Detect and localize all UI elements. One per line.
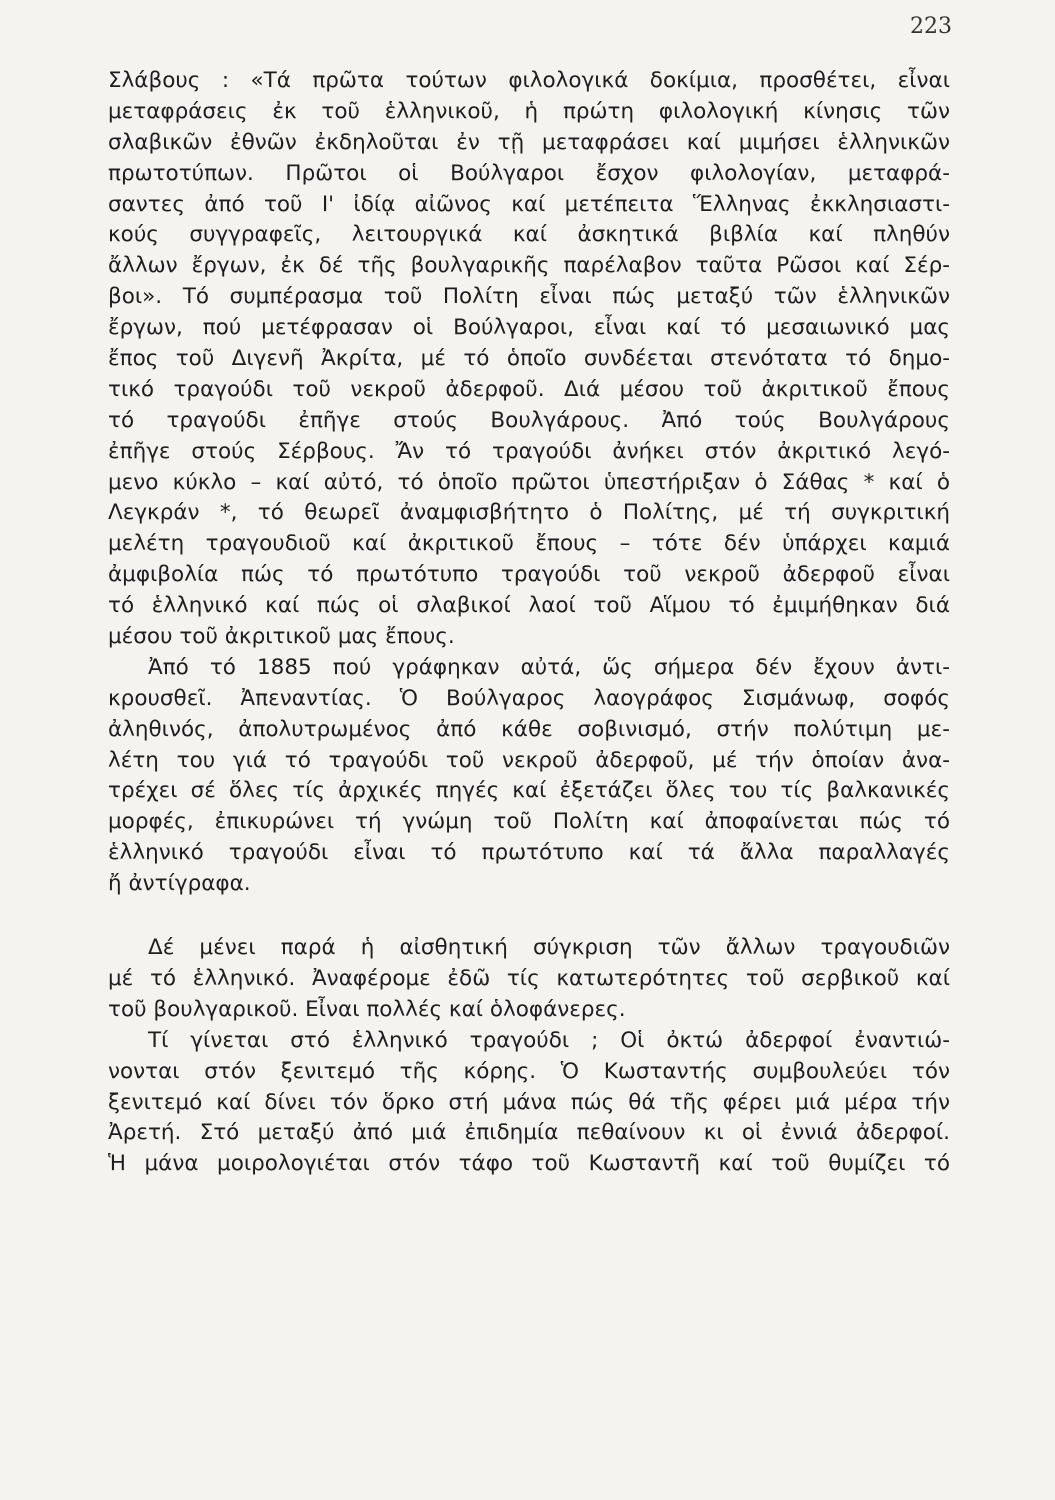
text-line: ἔπος τοῦ Διγενῆ Ἀκρίτα, μέ τό ὁποῖο συνδέεται στενότατα τό δημο- (108, 346, 950, 372)
text-line: ἔργων, πού μετέφρασαν οἱ Βούλγαροι, εἶναι καί τό μεσαιωνικό μας (108, 315, 950, 341)
text-line: Τί γίνεται στό ἑλληνικό τραγούδι ; Οἱ ὀκτώ ἀδερφοί ἐναντιώ- (148, 1027, 950, 1053)
text-line: ἀληθινός, ἀπολυτρωμένος ἀπό κάθε σοβινισμό, στήν πολύτιμη με- (108, 716, 950, 742)
text-line: κούς συγγραφεῖς, λειτουργικά καί ἀσκητικά βιβλία καί πληθύν (108, 222, 950, 248)
text-line: μεταφράσεις ἐκ τοῦ ἑλληνικοῦ, ἡ πρώτη φιλολογική κίνησις τῶν (108, 98, 950, 124)
text-line: κρουσθεῖ. Ἀπεναντίας. Ὁ Βούλγαρος λαογράφος Σισμάνωφ, σοφός (108, 685, 950, 711)
paragraph (108, 66, 950, 653)
text-line: ἤ ἀντίγραφα. (108, 871, 251, 897)
text-line: σλαβικῶν ἐθνῶν ἐκδηλοῦται ἐν τῇ μεταφράσει καί μιμήσει ἑλληνικῶν (108, 129, 950, 155)
section-gap (108, 900, 950, 933)
text-line: μελέτη τραγουδιοῦ καί ἀκριτικοῦ ἔπους – τότε δέν ὑπάρχει καμιά (108, 531, 950, 557)
text-line: Ἀρετή. Στό μεταξύ ἀπό μιά ἐπιδημία πεθαίνουν κι οἱ ἐννιά ἀδερφοί. (108, 1120, 950, 1146)
text-line: μορφές, ἐπικυρώνει τή γνώμη τοῦ Πολίτη καί ἀποφαίνεται πώς τό (108, 809, 950, 835)
text-line: ξενιτεμό καί δίνει τόν ὅρκο στή μάνα πώς θά τῆς φέρει μιά μέρα τήν (108, 1089, 950, 1115)
body-text (108, 66, 950, 1180)
text-line: Ἡ μάνα μοιρολογιέται στόν τάφο τοῦ Κωσταντῆ καί τοῦ θυμίζει τό (108, 1151, 950, 1177)
page-number: 223 (910, 14, 952, 39)
paragraph (108, 933, 950, 1026)
text-line: βοι». Τό συμπέρασμα τοῦ Πολίτη εἶναι πώς μεταξύ τῶν ἑλληνικῶν (108, 284, 950, 310)
text-line: μέσου τοῦ ἀκριτικοῦ μας ἔπους. (108, 624, 455, 650)
text-line: Λεγκράν *, τό θεωρεῖ ἀναμφισβήτητο ὁ Πολίτης, μέ τή συγκριτική (108, 500, 950, 526)
paragraph (108, 1026, 950, 1180)
text-line: τικό τραγούδι τοῦ νεκροῦ ἀδερφοῦ. Διά μέσου τοῦ ἀκριτικοῦ ἔπους (108, 376, 950, 402)
text-line: πρωτοτύπων. Πρῶτοι οἱ Βούλγαροι ἔσχον φιλολογίαν, μεταφρά- (108, 160, 950, 186)
paragraph (108, 653, 950, 900)
text-line: νονται στόν ξενιτεμό τῆς κόρης. Ὁ Κωσταντής συμβουλεύει τόν (108, 1058, 950, 1084)
text-line: ἄλλων ἔργων, ἐκ δέ τῆς βουλγαρικῆς παρέλαβον ταῦτα Ρῶσοι καί Σέρ- (108, 253, 950, 279)
text-line: τρέχει σέ ὅλες τίς ἀρχικές πηγές καί ἐξετάζει ὅλες του τίς βαλκανικές (108, 778, 950, 804)
text-line: τοῦ βουλγαρικοῦ. Εἶναι πολλές καί ὁλοφάνερες. (108, 996, 626, 1022)
text-line: Ἀπό τό 1885 πού γράφηκαν αὐτά, ὥς σήμερα δέν ἔχουν ἀντι- (148, 654, 950, 680)
text-line: τό ἑλληνικό καί πώς οἱ σλαβικοί λαοί τοῦ Αἵμου τό ἐμιμήθηκαν διά (108, 593, 950, 619)
text-line: τό τραγούδι ἐπῆγε στούς Βουλγάρους. Ἀπό τούς Βουλγάρους (108, 407, 950, 433)
text-line: λέτη του γιά τό τραγούδι τοῦ νεκροῦ ἀδερφοῦ, μέ τήν ὁποίαν ἀνα- (108, 747, 950, 773)
text-line: ἐπῆγε στούς Σέρβους. Ἄν τό τραγούδι ἀνήκει στόν ἀκριτικό λεγό- (108, 438, 950, 464)
text-line: μέ τό ἑλληνικό. Ἀναφέρομε ἐδῶ τίς κατωτερότητες τοῦ σερβικοῦ καί (108, 965, 950, 991)
text-line: μενο κύκλο – καί αὐτό, τό ὁποῖο πρῶτοι ὑπεστήριξαν ὁ Σάθας * καί ὁ (108, 469, 950, 495)
text-line: ἀμφιβολία πώς τό πρωτότυπο τραγούδι τοῦ νεκροῦ ἀδερφοῦ εἶναι (108, 562, 950, 588)
text-line: Δέ μένει παρά ἡ αἰσθητική σύγκριση τῶν ἄλλων τραγουδιῶν (148, 935, 950, 961)
text-line: σαντες ἀπό τοῦ Ι' ἰδίᾳ αἰῶνος καί μετέπειτα Ἕλληνας ἐκκλησιαστι- (108, 191, 950, 217)
text-line: ἑλληνικό τραγούδι εἶναι τό πρωτότυπο καί τά ἄλλα παραλλαγές (108, 840, 950, 866)
text-line: Σλάβους : «Τά πρῶτα τούτων φιλολογικά δοκίμια, προσθέτει, εἶναι (108, 68, 950, 93)
